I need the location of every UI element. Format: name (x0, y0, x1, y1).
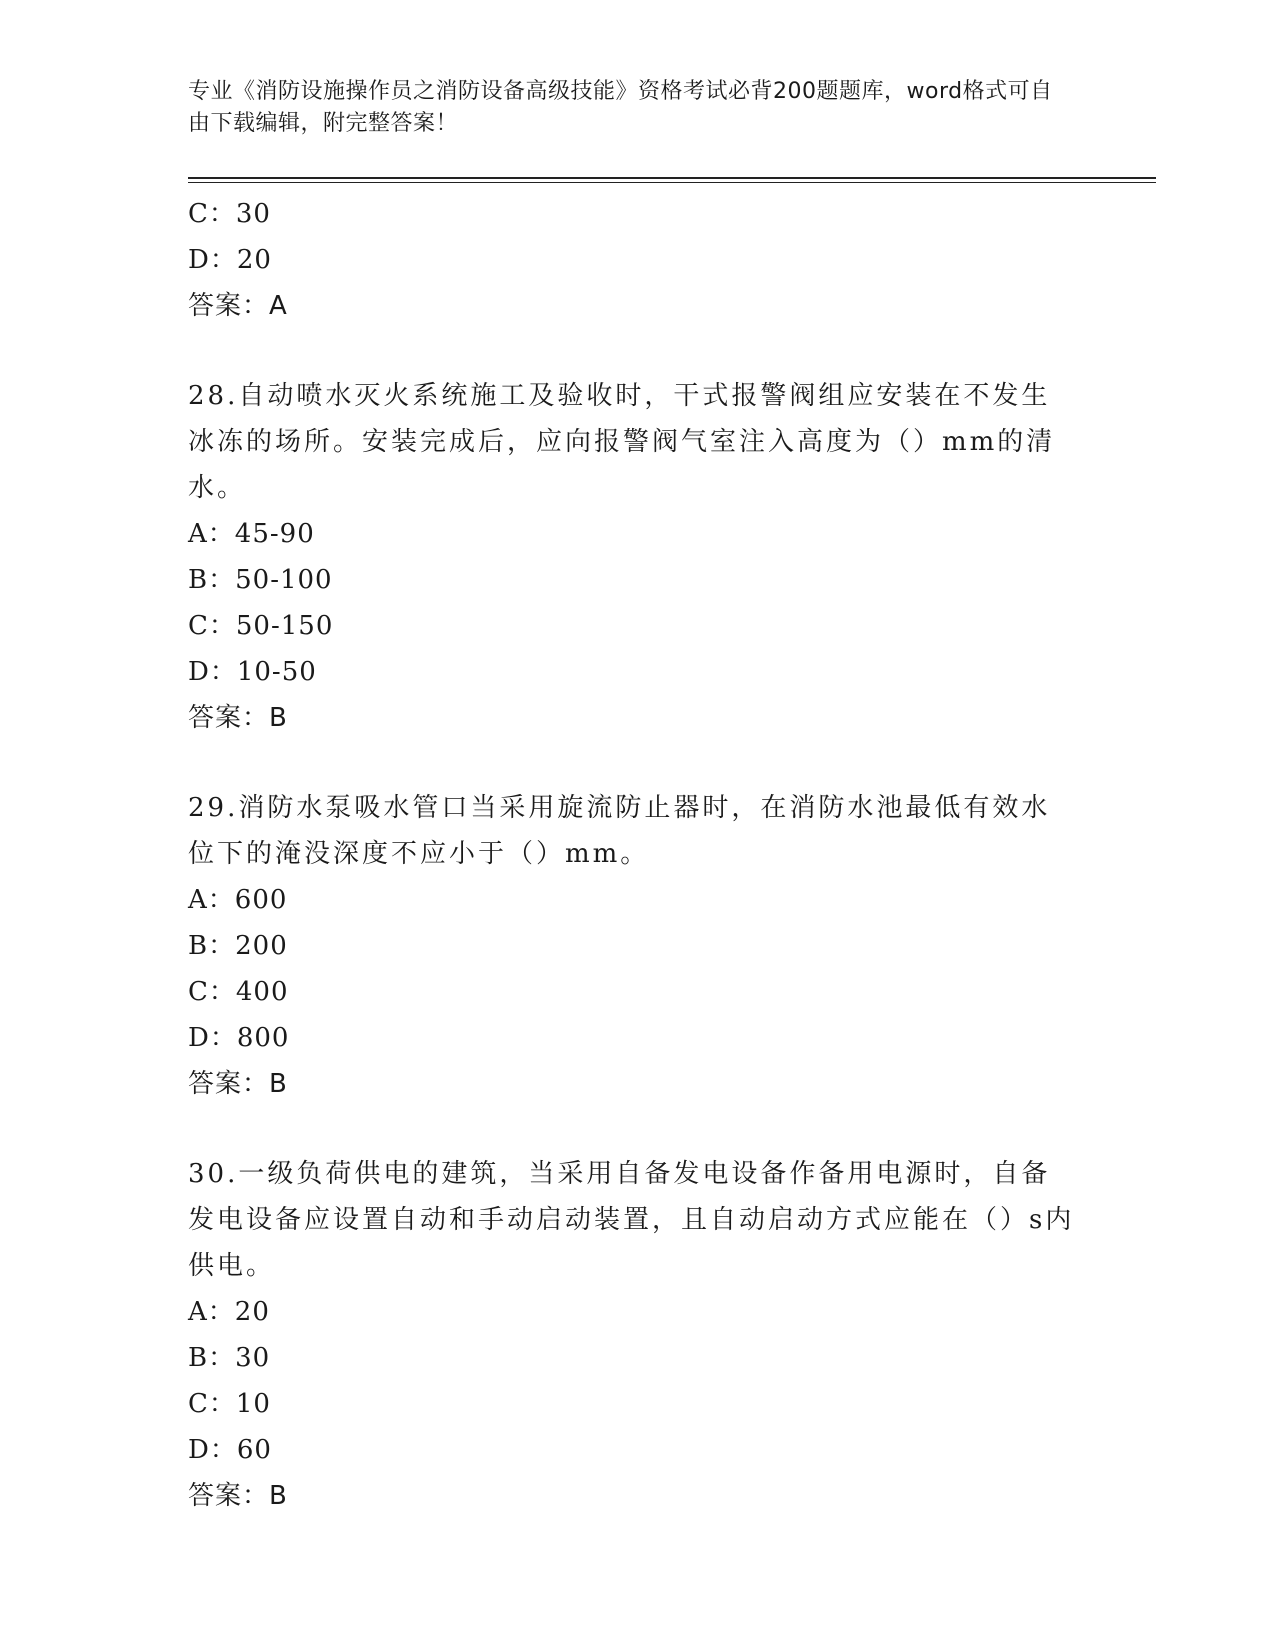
option-c: C：50-150 (188, 611, 334, 641)
option-d: D：800 (188, 1023, 290, 1053)
option-c: C：10 (188, 1389, 271, 1419)
option-d: D：60 (188, 1435, 272, 1465)
option-d: D：10-50 (188, 657, 317, 687)
question-29 (188, 785, 1088, 1107)
question-content (188, 191, 1088, 1519)
option-b: B：30 (188, 1343, 271, 1373)
option-a: A：45-90 (188, 519, 315, 549)
answer-line: 答案：A (188, 291, 288, 321)
spacer (188, 329, 1088, 373)
question-text: 30.一级负荷供电的建筑，当采用自备发电设备作备用电源时，自备发电设备应设置自动和手动启动装置，且自动启动方式应能在（）s内供电。 (188, 1159, 1075, 1281)
header-divider (188, 177, 1156, 183)
answer-line: 答案：B (188, 1069, 288, 1099)
question-text: 28.自动喷水灭火系统施工及验收时，干式报警阀组应安装在不发生冰冻的场所。安装完成后，应向报警阀气室注入高度为（）mm的清水。 (188, 381, 1056, 503)
answer-line: 答案：B (188, 1481, 288, 1511)
option-a: A：20 (188, 1297, 270, 1327)
answer-line: 答案：B (188, 703, 288, 733)
option-b: B：50-100 (188, 565, 333, 595)
question-30 (188, 1151, 1088, 1519)
previous-question-tail (188, 191, 1088, 329)
option-a: A：600 (188, 885, 288, 915)
spacer (188, 1107, 1088, 1151)
page-header: 专业《消防设施操作员之消防设备高级技能》资格考试必背200题题库，word格式可自由下载编辑，附完整答案！ (188, 79, 1053, 136)
option-c: C：30 (188, 199, 271, 229)
question-28 (188, 373, 1088, 741)
option-d: D：20 (188, 245, 272, 275)
option-c: C：400 (188, 977, 289, 1007)
spacer (188, 741, 1088, 785)
question-text: 29.消防水泵吸水管口当采用旋流防止器时，在消防水池最低有效水位下的淹没深度不应小于（）mm。 (188, 793, 1051, 869)
option-b: B：200 (188, 931, 288, 961)
